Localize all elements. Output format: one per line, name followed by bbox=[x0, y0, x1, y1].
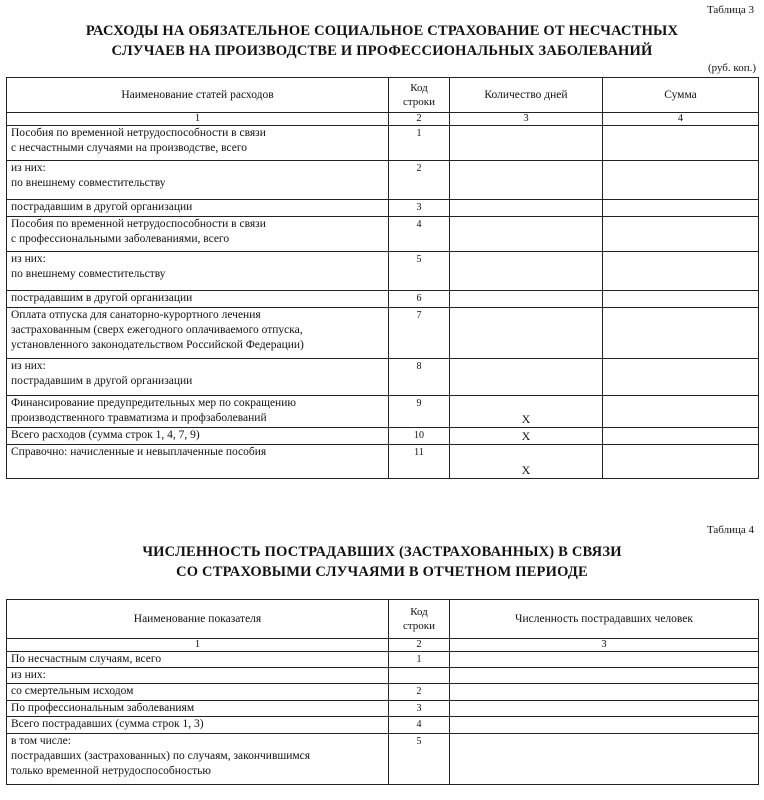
table3-row-name-line: Финансирование предупредительных мер по сокращению bbox=[11, 397, 296, 409]
table3-row-name-line: по внешнему совместительству bbox=[11, 268, 166, 280]
table4-header-count: Численность пострадавших человек bbox=[450, 600, 759, 639]
table4-row-name bbox=[7, 668, 389, 684]
table3-row-name bbox=[7, 252, 389, 291]
table3-row-code: 4 bbox=[389, 217, 450, 252]
table4-row-code: 1 bbox=[389, 652, 450, 668]
table3-row-code: 1 bbox=[389, 126, 450, 161]
table4-row-count[interactable] bbox=[450, 668, 759, 684]
table3-row-name bbox=[7, 359, 389, 396]
table3-row-sum[interactable] bbox=[603, 161, 759, 200]
table3-row-name-line: Всего расходов (сумма строк 1, 4, 7, 9) bbox=[11, 429, 200, 441]
table3-row-name-line: из них: bbox=[11, 162, 46, 174]
table3-row-sum[interactable] bbox=[603, 200, 759, 217]
table3-row-code: 11 bbox=[389, 445, 450, 479]
table3-row-name-line: Пособия по временной нетрудоспособности в связи bbox=[11, 218, 266, 230]
table4-row-count[interactable] bbox=[450, 684, 759, 701]
table4-colnum-2: 2 bbox=[389, 639, 450, 652]
table3-row-days[interactable] bbox=[450, 126, 603, 161]
table4-row bbox=[7, 684, 759, 701]
table4-row-name-line: только временной нетрудоспособностью bbox=[11, 765, 211, 777]
table3-row-days[interactable] bbox=[450, 200, 603, 217]
table3-row-name-line: пострадавшим в другой организации bbox=[11, 375, 193, 387]
table3-row-name-line: с профессиональными заболеваниями, всего bbox=[11, 233, 230, 245]
table4-header-code-line1: Код bbox=[410, 606, 428, 618]
table3-row-code: 2 bbox=[389, 161, 450, 200]
table3-row bbox=[7, 445, 759, 479]
table4-row-name-line: пострадавших (застрахованных) по случаям, закончившимся bbox=[11, 750, 311, 762]
table3-title-line1: РАСХОДЫ НА ОБЯЗАТЕЛЬНОЕ СОЦИАЛЬНОЕ СТРАХОВАНИЕ ОТ НЕСЧАСТНЫХ bbox=[85, 23, 679, 39]
table4-row-name-line: со смертельным исходом bbox=[11, 685, 134, 697]
table4-row bbox=[7, 668, 759, 684]
table3-row bbox=[7, 200, 759, 217]
table3-row bbox=[7, 359, 759, 396]
table4-row bbox=[7, 734, 759, 785]
table3-colnum-4: 4 bbox=[603, 113, 759, 126]
table3-row-sum[interactable] bbox=[603, 252, 759, 291]
table3-row-name-line: из них: bbox=[11, 253, 46, 265]
table3-row bbox=[7, 217, 759, 252]
table3-row-code: 7 bbox=[389, 308, 450, 359]
table4-row-code: 2 bbox=[389, 684, 450, 701]
table4-row-name bbox=[7, 734, 389, 785]
table3-row-sum[interactable] bbox=[603, 359, 759, 396]
table3-row-sum[interactable] bbox=[603, 428, 759, 445]
table3-colnum-2: 2 bbox=[389, 113, 450, 126]
table4-row-name-line: из них: bbox=[11, 669, 46, 681]
table3-header-sum: Сумма bbox=[603, 78, 759, 113]
table3-header-code bbox=[389, 78, 450, 113]
table4-row-code: 5 bbox=[389, 734, 450, 785]
table3-row-name-line: из них: bbox=[11, 360, 46, 372]
table3-row-sum[interactable] bbox=[603, 291, 759, 308]
table4-header-code bbox=[389, 600, 450, 639]
table4-row-name-line: По несчастным случаям, всего bbox=[11, 653, 162, 665]
table3-row bbox=[7, 252, 759, 291]
table4-row-name-line: в том числе: bbox=[11, 735, 71, 747]
table3-row-name bbox=[7, 126, 389, 161]
table4-title-line1: ЧИСЛЕННОСТЬ ПОСТРАДАВШИХ (ЗАСТРАХОВАННЫХ) В СВЯЗИ bbox=[142, 544, 622, 560]
table3-row-name bbox=[7, 161, 389, 200]
table4-row-code: 4 bbox=[389, 717, 450, 734]
table3-row-days[interactable] bbox=[450, 161, 603, 200]
table3-row-name bbox=[7, 291, 389, 308]
table3-header-days: Количество дней bbox=[450, 78, 603, 113]
table3-row-days[interactable]: Х bbox=[450, 396, 603, 428]
table3-row-sum[interactable] bbox=[603, 308, 759, 359]
table4-row-count[interactable] bbox=[450, 717, 759, 734]
table3-row-days[interactable]: Х bbox=[450, 445, 603, 479]
table4 bbox=[6, 599, 759, 785]
table4-colnum-3: 3 bbox=[450, 639, 759, 652]
table4-header-name: Наименование показателя bbox=[7, 600, 389, 639]
table4-row-name bbox=[7, 652, 389, 668]
table4-row-name bbox=[7, 717, 389, 734]
table3-header-name: Наименование статей расходов bbox=[7, 78, 389, 113]
table3-row-code: 8 bbox=[389, 359, 450, 396]
table3-row-name bbox=[7, 445, 389, 479]
table3-units: (руб. коп.) bbox=[707, 62, 756, 74]
table3-row-name-line: Пособия по временной нетрудоспособности в связи bbox=[11, 127, 266, 139]
table3-colnum-3: 3 bbox=[450, 113, 603, 126]
table4-row-name-line: Всего пострадавших (сумма строк 1, 3) bbox=[11, 718, 204, 730]
table3-row-code: 3 bbox=[389, 200, 450, 217]
table4-row-count[interactable] bbox=[450, 734, 759, 785]
table4-title-line2: СО СТРАХОВЫМИ СЛУЧАЯМИ В ОТЧЕТНОМ ПЕРИОДЕ bbox=[176, 564, 588, 580]
table3-row-code: 5 bbox=[389, 252, 450, 291]
table4-row-code bbox=[389, 668, 450, 684]
table3-row-code: 10 bbox=[389, 428, 450, 445]
table4-row bbox=[7, 701, 759, 717]
table3-row bbox=[7, 161, 759, 200]
table4-row-count[interactable] bbox=[450, 701, 759, 717]
table4-row bbox=[7, 652, 759, 668]
table3-row-name-line: Оплата отпуска для санаторно-курортного лечения bbox=[11, 309, 261, 321]
table3-header-code-line2: строки bbox=[402, 96, 436, 108]
table4-row-code: 3 bbox=[389, 701, 450, 717]
table3-row-code: 9 bbox=[389, 396, 450, 428]
table3-row-name-line: установленного законодательством Российской Федерации) bbox=[11, 339, 304, 351]
table3-header-code-line1: Код bbox=[410, 82, 428, 94]
table3-label: Таблица 3 bbox=[706, 4, 754, 16]
table3-row-name bbox=[7, 217, 389, 252]
table3-row-days[interactable] bbox=[450, 217, 603, 252]
table4-row-name bbox=[7, 684, 389, 701]
table3-row bbox=[7, 291, 759, 308]
table3-row-name bbox=[7, 396, 389, 428]
table3-row-days[interactable] bbox=[450, 291, 603, 308]
table3-title-line2: СЛУЧАЕВ НА ПРОИЗВОДСТВЕ И ПРОФЕССИОНАЛЬНЫХ ЗАБОЛЕВАНИЙ bbox=[111, 43, 653, 59]
table3-row-name-line: Справочно: начисленные и невыплаченные пособия bbox=[11, 446, 267, 458]
table3-row-code: 6 bbox=[389, 291, 450, 308]
table3-row bbox=[7, 428, 759, 445]
table4-label: Таблица 4 bbox=[706, 524, 754, 536]
table3-colnum-1: 1 bbox=[7, 113, 389, 126]
table4-row-count[interactable] bbox=[450, 652, 759, 668]
table4-row-name-line: По профессиональным заболеваниям bbox=[11, 702, 195, 714]
table3-row-name-line: пострадавшим в другой организации bbox=[11, 292, 193, 304]
table3-row-sum[interactable] bbox=[603, 445, 759, 479]
table3-row-days[interactable]: Х bbox=[450, 428, 603, 445]
table3-row bbox=[7, 126, 759, 161]
table3-row-name-line: с несчастными случаями на производстве, всего bbox=[11, 142, 248, 154]
table4-row-name bbox=[7, 701, 389, 717]
table3-row-sum[interactable] bbox=[603, 217, 759, 252]
table4-header-code-line2: строки bbox=[402, 620, 436, 632]
table3-row-days[interactable] bbox=[450, 359, 603, 396]
table3-row-name bbox=[7, 308, 389, 359]
table3-row-days[interactable] bbox=[450, 252, 603, 291]
table3-row-name bbox=[7, 428, 389, 445]
table3-row-sum[interactable] bbox=[603, 396, 759, 428]
table3-row bbox=[7, 396, 759, 428]
table3-row-name-line: по внешнему совместительству bbox=[11, 177, 166, 189]
table3-row bbox=[7, 308, 759, 359]
table3-row-name-line: производственного травматизма и профзаболеваний bbox=[11, 412, 267, 424]
table3-row-sum[interactable] bbox=[603, 126, 759, 161]
table4-colnum-1: 1 bbox=[7, 639, 389, 652]
table3-row-name-line: застрахованным (сверх ежегодного оплачиваемого отпуска, bbox=[11, 324, 303, 336]
table4-row bbox=[7, 717, 759, 734]
table3-row-name bbox=[7, 200, 389, 217]
table3 bbox=[6, 77, 759, 479]
table3-row-days[interactable] bbox=[450, 308, 603, 359]
table3-row-name-line: пострадавшим в другой организации bbox=[11, 201, 193, 213]
